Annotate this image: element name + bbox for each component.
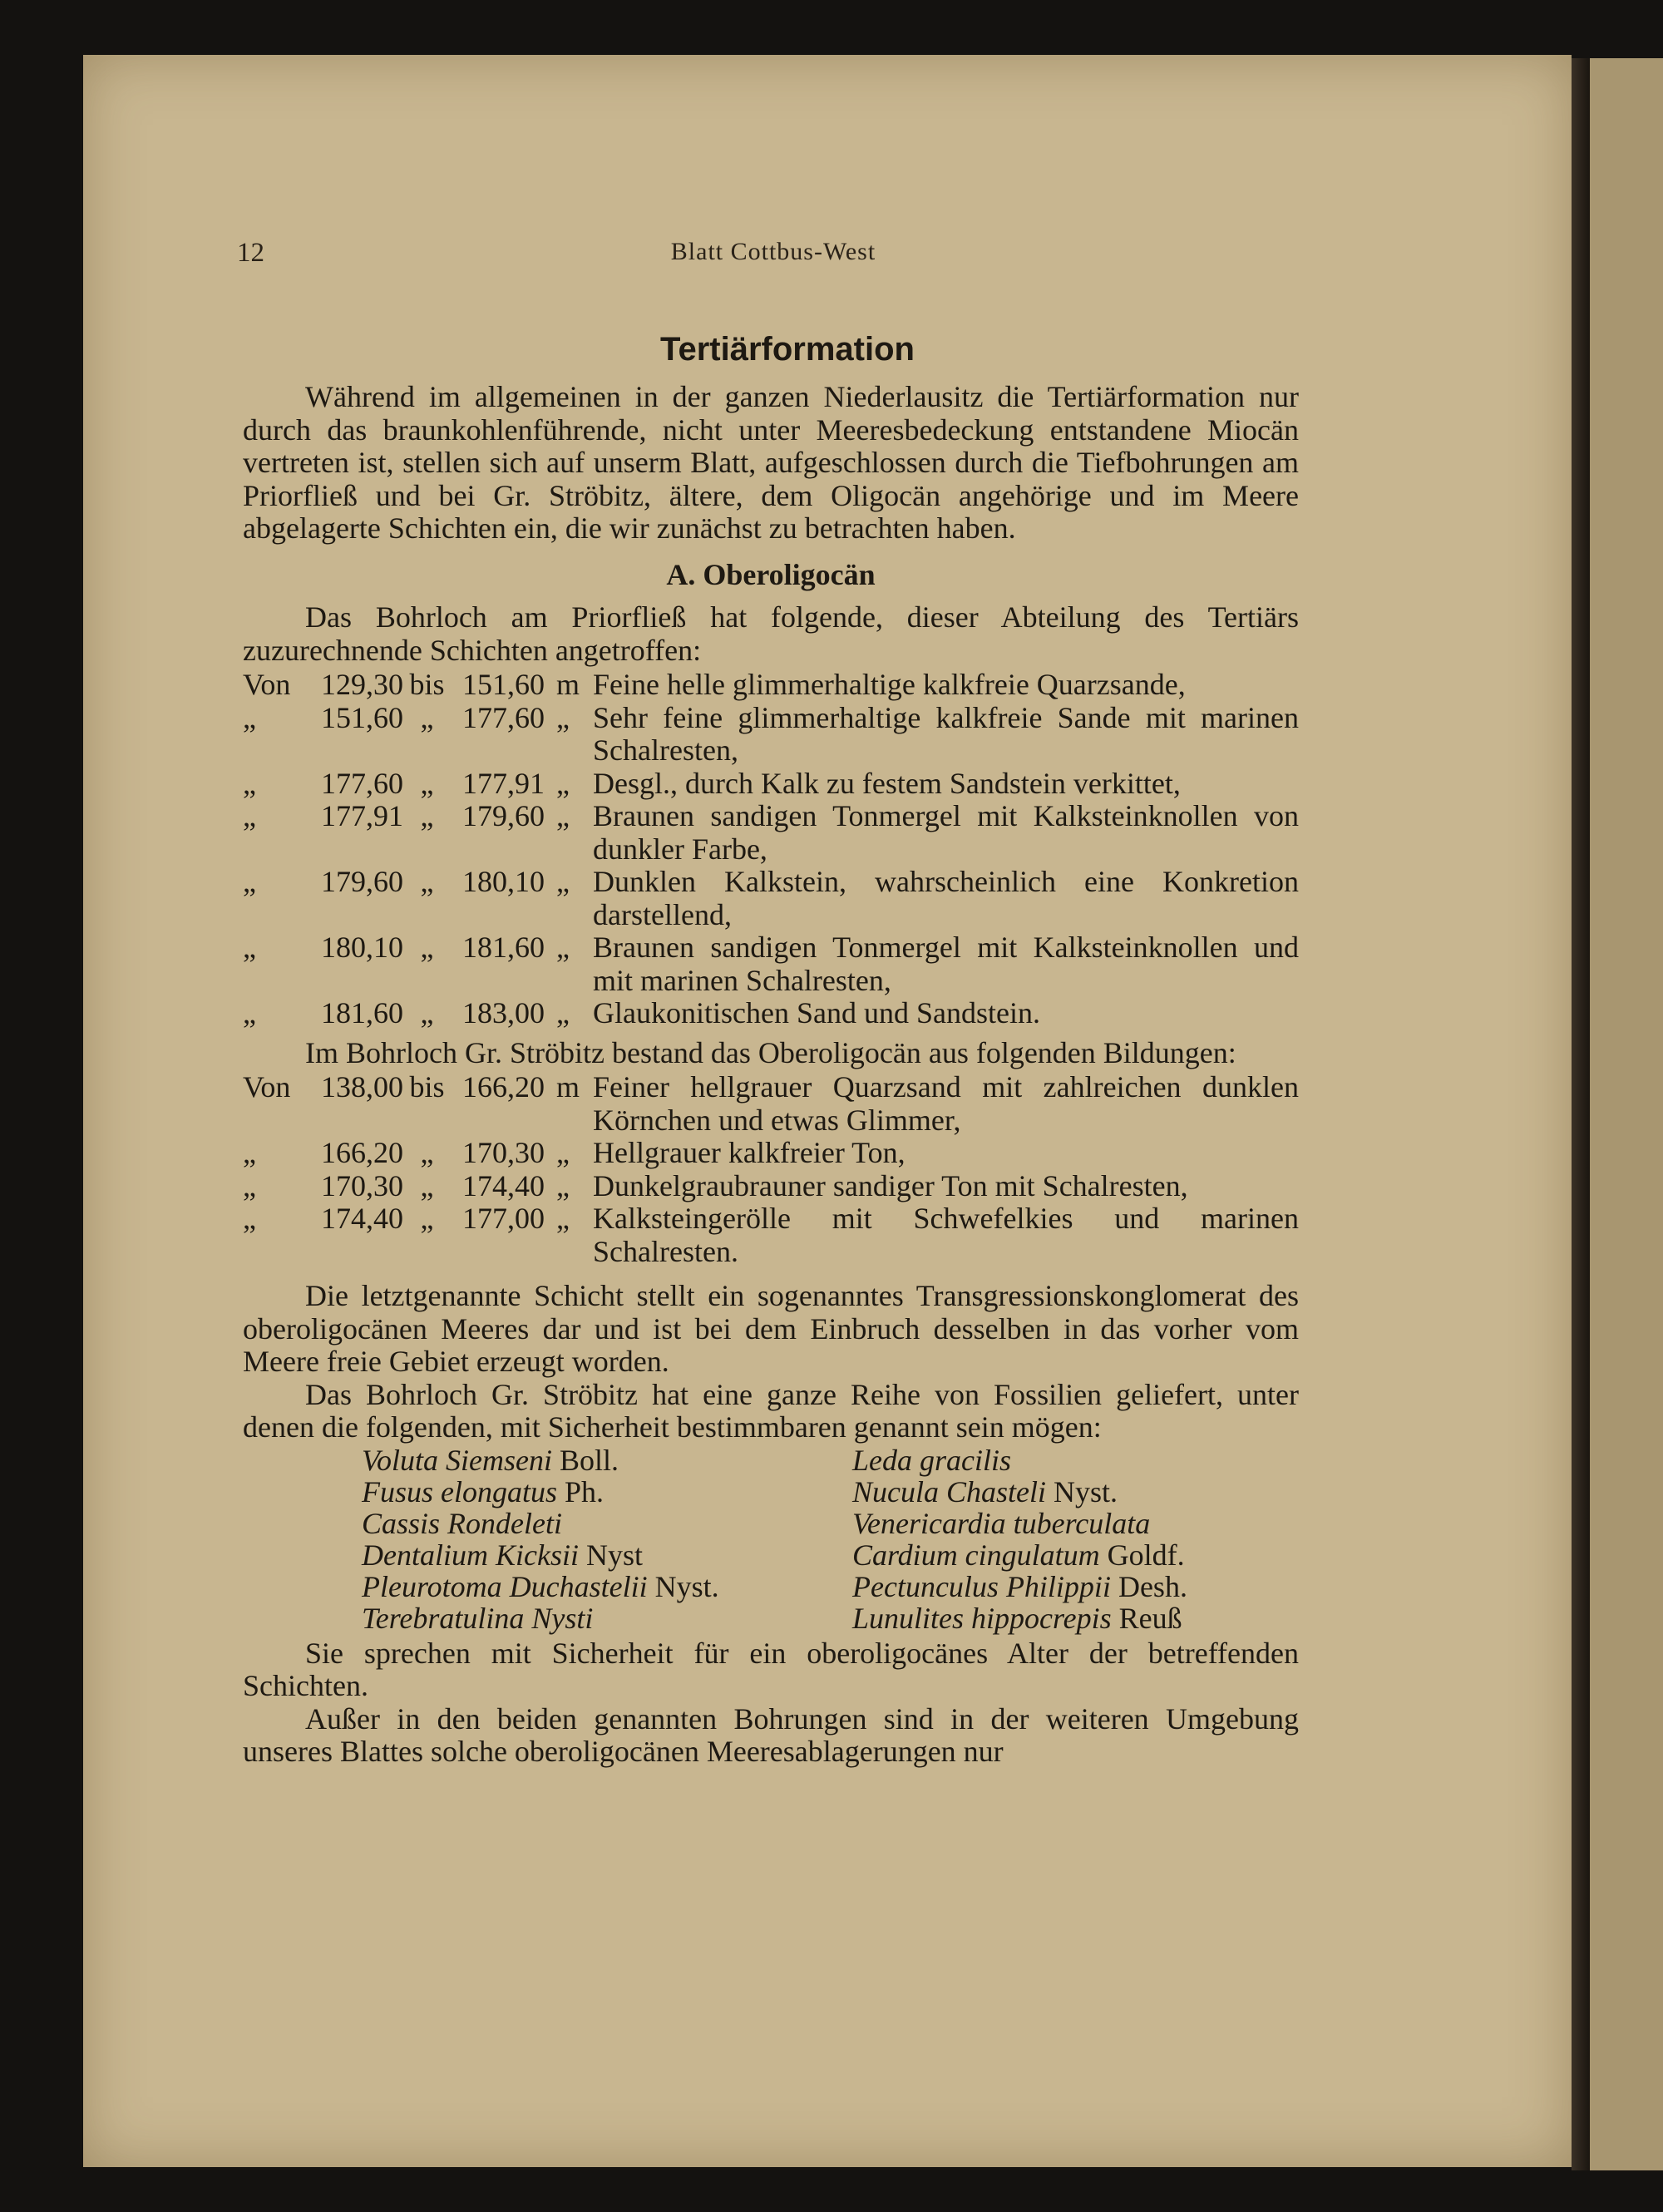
layer-description: Feiner hellgrauer Quarzsand mit zahlreichen dunklen Körnchen und etwas Glimmer,: [593, 1070, 1299, 1137]
layer-table-priorfliess: [243, 669, 1299, 1030]
layer-depth-from: 177,91: [321, 799, 403, 832]
layer-unit: m: [556, 668, 580, 701]
layer-depth-from: 180,10: [321, 931, 403, 964]
layer-von: „: [243, 1136, 256, 1169]
layer-bis: „: [420, 931, 434, 964]
layer-bis: bis: [409, 668, 445, 701]
layer-depth-to: 151,60: [462, 668, 545, 701]
layer-von: „: [243, 700, 256, 734]
fossil-row: [243, 1571, 1299, 1602]
layer-row: [243, 768, 1299, 801]
layer-bis: „: [420, 865, 434, 898]
fossil-author: Nyst: [585, 1538, 643, 1572]
fossil-right: [852, 1602, 1299, 1634]
layer-von: „: [243, 799, 256, 832]
fossil-left: [243, 1539, 852, 1571]
fossil-right: [852, 1571, 1299, 1602]
layer-row: [243, 1071, 1299, 1137]
layer-depth-from: 177,60: [321, 766, 403, 800]
section-title: Tertiärformation: [660, 331, 915, 368]
layer-depth-to: 170,30: [462, 1136, 545, 1169]
page-number: 12: [237, 238, 264, 268]
layer-row: [243, 1137, 1299, 1170]
page-content: [243, 323, 1299, 1769]
layer-von: „: [243, 1168, 256, 1202]
fossil-author: Ph.: [565, 1474, 605, 1508]
fossil-species: Cardium cingulatum: [852, 1538, 1100, 1572]
layer-description: Sehr feine glimmerhaltige kalkfreie Sande mit marinen Schalresten,: [593, 700, 1299, 767]
layer-bis: „: [420, 1168, 434, 1202]
fossil-left: [243, 1444, 852, 1476]
fossil-author: Goldf.: [1107, 1538, 1185, 1572]
subsection-heading: A. Oberoligocän: [666, 557, 876, 591]
fossil-species: Venericardia tuberculata: [852, 1506, 1151, 1540]
fossil-row: [243, 1508, 1299, 1539]
fossil-right: [852, 1444, 1299, 1476]
layer-unit: „: [556, 766, 570, 800]
layer-depth-to: 177,91: [462, 766, 545, 800]
layer-unit: „: [556, 1202, 570, 1235]
surroundings-paragraph: Außer in den beiden genannten Bohrungen sind in der weiteren Umgebung unseres Blattes solche oberoligocänen Meeresablagerungen nur: [243, 1701, 1299, 1768]
book-gutter: [1572, 58, 1590, 2170]
running-title: Blatt Cottbus-West: [670, 238, 876, 265]
transgression-paragraph: Die letztgenannte Schicht stellt ein sogenanntes Transgressionskonglomerat des oberoligocänen Meeres dar und ist bei dem Einbruch desselben in das vorher vom Meere freie Gebiet erzeugt worden.: [243, 1279, 1299, 1378]
layer-depth-from: 174,40: [321, 1202, 403, 1235]
fossil-species: Nucula Chasteli: [852, 1474, 1046, 1508]
layer-row: [243, 931, 1299, 997]
fossil-row: [243, 1539, 1299, 1571]
layer-depth-to: 174,40: [462, 1168, 545, 1202]
layer-bis: „: [420, 799, 434, 832]
fossil-row: [243, 1476, 1299, 1508]
page-header: [237, 233, 1310, 279]
layer-von: „: [243, 1202, 256, 1235]
layer-depth-from: 166,20: [321, 1136, 403, 1169]
fossil-right: [852, 1476, 1299, 1508]
fossil-list: [243, 1444, 1299, 1634]
layer-unit: „: [556, 865, 570, 898]
layer-description: Feine helle glimmerhaltige kalkfreie Quarzsande,: [593, 668, 1186, 701]
fossil-species: Cassis Rondeleti: [362, 1506, 562, 1540]
fossils-intro-paragraph: Das Bohrloch Gr. Ströbitz hat eine ganze Reihe von Fossilien geliefert, unter denen die folgenden, mit Sicherheit bestimmbaren genannt sein mögen:: [243, 1377, 1299, 1444]
layer-bis: „: [420, 1136, 434, 1169]
fossil-left: [243, 1508, 852, 1539]
fossil-left: [243, 1571, 852, 1602]
fossil-species: Dentalium Kicksii: [362, 1538, 579, 1572]
layer-depth-to: 177,60: [462, 700, 545, 734]
layer-depth-to: 166,20: [462, 1070, 545, 1104]
layer-description: Braunen sandigen Tonmergel mit Kalksteinknollen von dunkler Farbe,: [593, 799, 1299, 866]
layer-description: Glaukonitischen Sand und Sandstein.: [593, 996, 1040, 1029]
layer-description: Desgl., durch Kalk zu festem Sandstein verkittet,: [593, 766, 1181, 800]
layer-unit: „: [556, 996, 570, 1029]
layer-bis: bis: [409, 1070, 445, 1104]
bohrloch-priorfliess-intro: Das Bohrloch am Priorfließ hat folgende, dieser Abteilung des Tertiärs zuzurechnende Schichten angetroffen:: [243, 600, 1299, 667]
layer-bis: „: [420, 700, 434, 734]
layer-unit: „: [556, 931, 570, 964]
fossil-left: [243, 1602, 852, 1634]
layer-von: Von: [243, 1070, 291, 1104]
layer-depth-to: 183,00: [462, 996, 545, 1029]
fossil-author: Desh.: [1118, 1569, 1187, 1603]
bohrloch-stroebitz-intro: Im Bohrloch Gr. Ströbitz bestand das Oberoligocän aus folgenden Bildungen:: [305, 1035, 1236, 1069]
layer-row: [243, 702, 1299, 768]
layer-description: Dunklen Kalkstein, wahrscheinlich eine Konkretion darstellend,: [593, 865, 1299, 931]
layer-von: „: [243, 766, 256, 800]
fossil-species: Leda gracilis: [852, 1443, 1012, 1477]
layer-description: Dunkelgraubrauner sandiger Ton mit Schalresten,: [593, 1168, 1188, 1202]
layer-row: [243, 800, 1299, 866]
fossil-author: Reuß: [1118, 1601, 1182, 1635]
layer-unit: m: [556, 1070, 580, 1104]
layer-bis: „: [420, 996, 434, 1029]
layer-description: Kalksteingerölle mit Schwefelkies und marinen Schalresten.: [593, 1202, 1299, 1268]
layer-von: „: [243, 996, 256, 1029]
fossil-row: [243, 1444, 1299, 1476]
layer-depth-from: 170,30: [321, 1168, 403, 1202]
fossil-species: Fusus elongatus: [362, 1474, 558, 1508]
fossil-species: Pleurotoma Duchastelii: [362, 1569, 648, 1603]
layer-row: [243, 866, 1299, 931]
fossil-author: Boll.: [559, 1443, 619, 1477]
layer-row: [243, 669, 1299, 702]
layer-von: „: [243, 865, 256, 898]
layer-depth-from: 151,60: [321, 700, 403, 734]
layer-unit: „: [556, 1168, 570, 1202]
fossil-right: [852, 1508, 1299, 1539]
layer-row: [243, 1170, 1299, 1203]
layer-depth-to: 177,00: [462, 1202, 545, 1235]
layer-depth-to: 180,10: [462, 865, 545, 898]
layer-unit: „: [556, 1136, 570, 1169]
layer-unit: „: [556, 700, 570, 734]
layer-row: [243, 1202, 1299, 1268]
layer-bis: „: [420, 766, 434, 800]
fossil-right: [852, 1539, 1299, 1571]
fossil-species: Terebratulina Nysti: [362, 1601, 594, 1635]
fossil-species: Lunulites hippocrepis: [852, 1601, 1112, 1635]
layer-depth-from: 179,60: [321, 865, 403, 898]
layer-von: Von: [243, 668, 291, 701]
layer-von: „: [243, 931, 256, 964]
layer-description: Hellgrauer kalkfreier Ton,: [593, 1136, 906, 1169]
layer-row: [243, 997, 1299, 1030]
layer-table-stroebitz: [243, 1071, 1299, 1268]
layer-depth-to: 181,60: [462, 931, 545, 964]
fossil-left: [243, 1476, 852, 1508]
fossil-species: Pectunculus Philippii: [852, 1569, 1111, 1603]
intro-paragraph: Während im allgemeinen in der ganzen Niederlausitz die Tertiärformation nur durch das braunkohlenführende, nicht unter Meeresbedeckung entstandene Miocän vertreten ist, stellen sich auf unserm Blatt, aufgeschlossen durch die Tiefbohrungen am Priorfließ und bei Gr. Ströbitz, ältere, dem Oligocän angehörige und im Meere abgelagerte Schichten ein, die wir zunächst zu betrachten haben.: [243, 380, 1299, 545]
fossil-species: Voluta Siemseni: [362, 1443, 552, 1477]
layer-unit: „: [556, 799, 570, 832]
layer-depth-from: 138,00: [321, 1070, 403, 1104]
layer-depth-to: 179,60: [462, 799, 545, 832]
layer-description: Braunen sandigen Tonmergel mit Kalksteinknollen und mit marinen Schalresten,: [593, 931, 1299, 997]
layer-bis: „: [420, 1202, 434, 1235]
layer-depth-from: 129,30: [321, 668, 403, 701]
age-paragraph: Sie sprechen mit Sicherheit für ein oberoligocänes Alter der betreffenden Schichten.: [243, 1636, 1299, 1702]
fossil-author: Nyst.: [1054, 1474, 1118, 1508]
fossil-row: [243, 1602, 1299, 1634]
adjacent-page-edge: [1590, 58, 1663, 2170]
fossil-author: Nyst.: [654, 1569, 719, 1603]
layer-depth-from: 181,60: [321, 996, 403, 1029]
